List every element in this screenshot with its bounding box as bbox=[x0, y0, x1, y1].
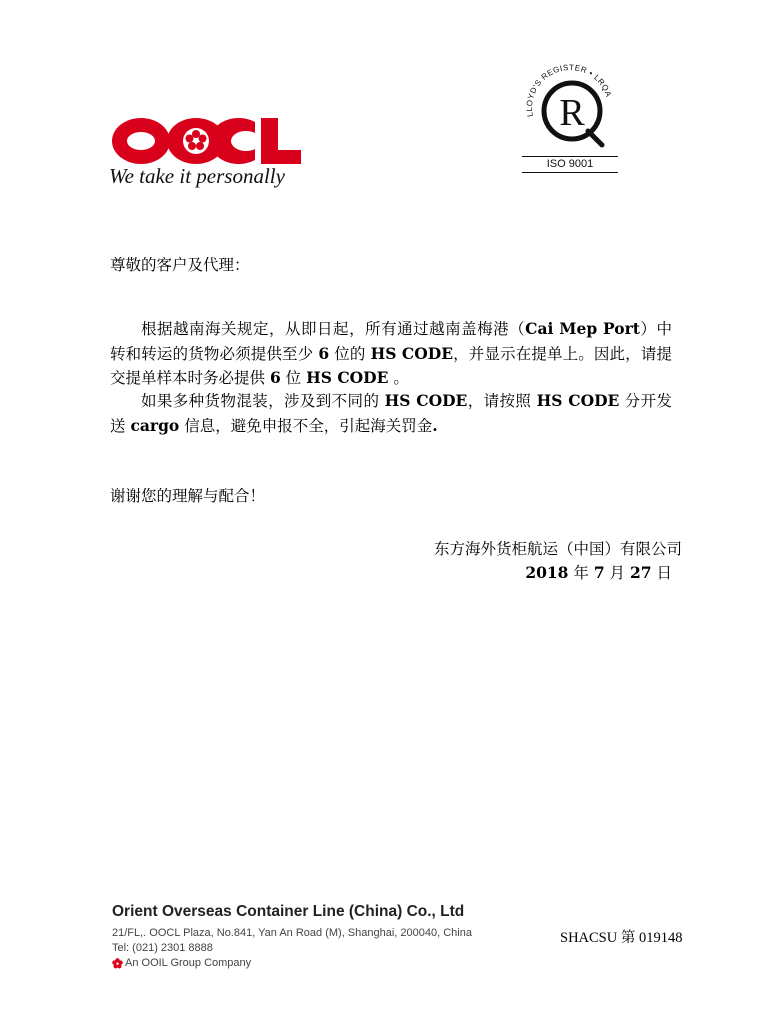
svg-text:LLOYD'S REGISTER • LRQA: LLOYD'S REGISTER • LRQA bbox=[524, 62, 614, 118]
footer-group-line bbox=[112, 956, 472, 971]
iso-9001-label: ISO 9001 bbox=[522, 156, 618, 173]
slogan: We take it personally bbox=[109, 164, 285, 188]
footer-address: 21/FL,. OOCL Plaza, No.841, Yan An Road (M), Shanghai, 200040, China bbox=[112, 927, 472, 939]
plum-flower-icon bbox=[112, 958, 123, 969]
closing-thanks: 谢谢您的理解与配合！ bbox=[110, 487, 266, 505]
footer-group-text: An OOIL Group Company bbox=[125, 957, 252, 969]
signatory-company: 东方海外货柜航运（中国）有限公司 bbox=[433, 540, 682, 558]
oocl-logo-mark bbox=[109, 114, 309, 166]
letter-date: 2018 年 7 月 27 日 bbox=[525, 563, 672, 582]
letterhead-footer bbox=[112, 903, 472, 971]
paragraph-hs-code-requirement: 根据越南海关规定，从即日起，所有通过越南盖梅港（Cai Mep Port）中转和转运的货物必须提供至少 6 位的 HS CODE，并显示在提单上。因此，请提交提单样本时务必提供 6 位 HS CODE 。 bbox=[110, 319, 672, 387]
svg-text:R: R bbox=[559, 92, 585, 134]
lrqa-logo-icon bbox=[522, 55, 618, 155]
lrqa-certification-seal bbox=[522, 55, 618, 175]
salutation: 尊敬的客户及代理： bbox=[110, 256, 250, 274]
document-reference-number: SHACSU 第 019148 bbox=[560, 930, 683, 946]
footer-telephone: Tel: (021) 2301 8888 bbox=[112, 942, 213, 954]
paragraph-mixed-cargo: 如果多种货物混装，涉及到不同的 HS CODE，请按照 HS CODE 分开发送 cargo 信息，避免申报不全，引起海关罚金. bbox=[110, 391, 672, 435]
footer-company-name: Orient Overseas Container Line (China) Co., Ltd bbox=[112, 903, 465, 920]
